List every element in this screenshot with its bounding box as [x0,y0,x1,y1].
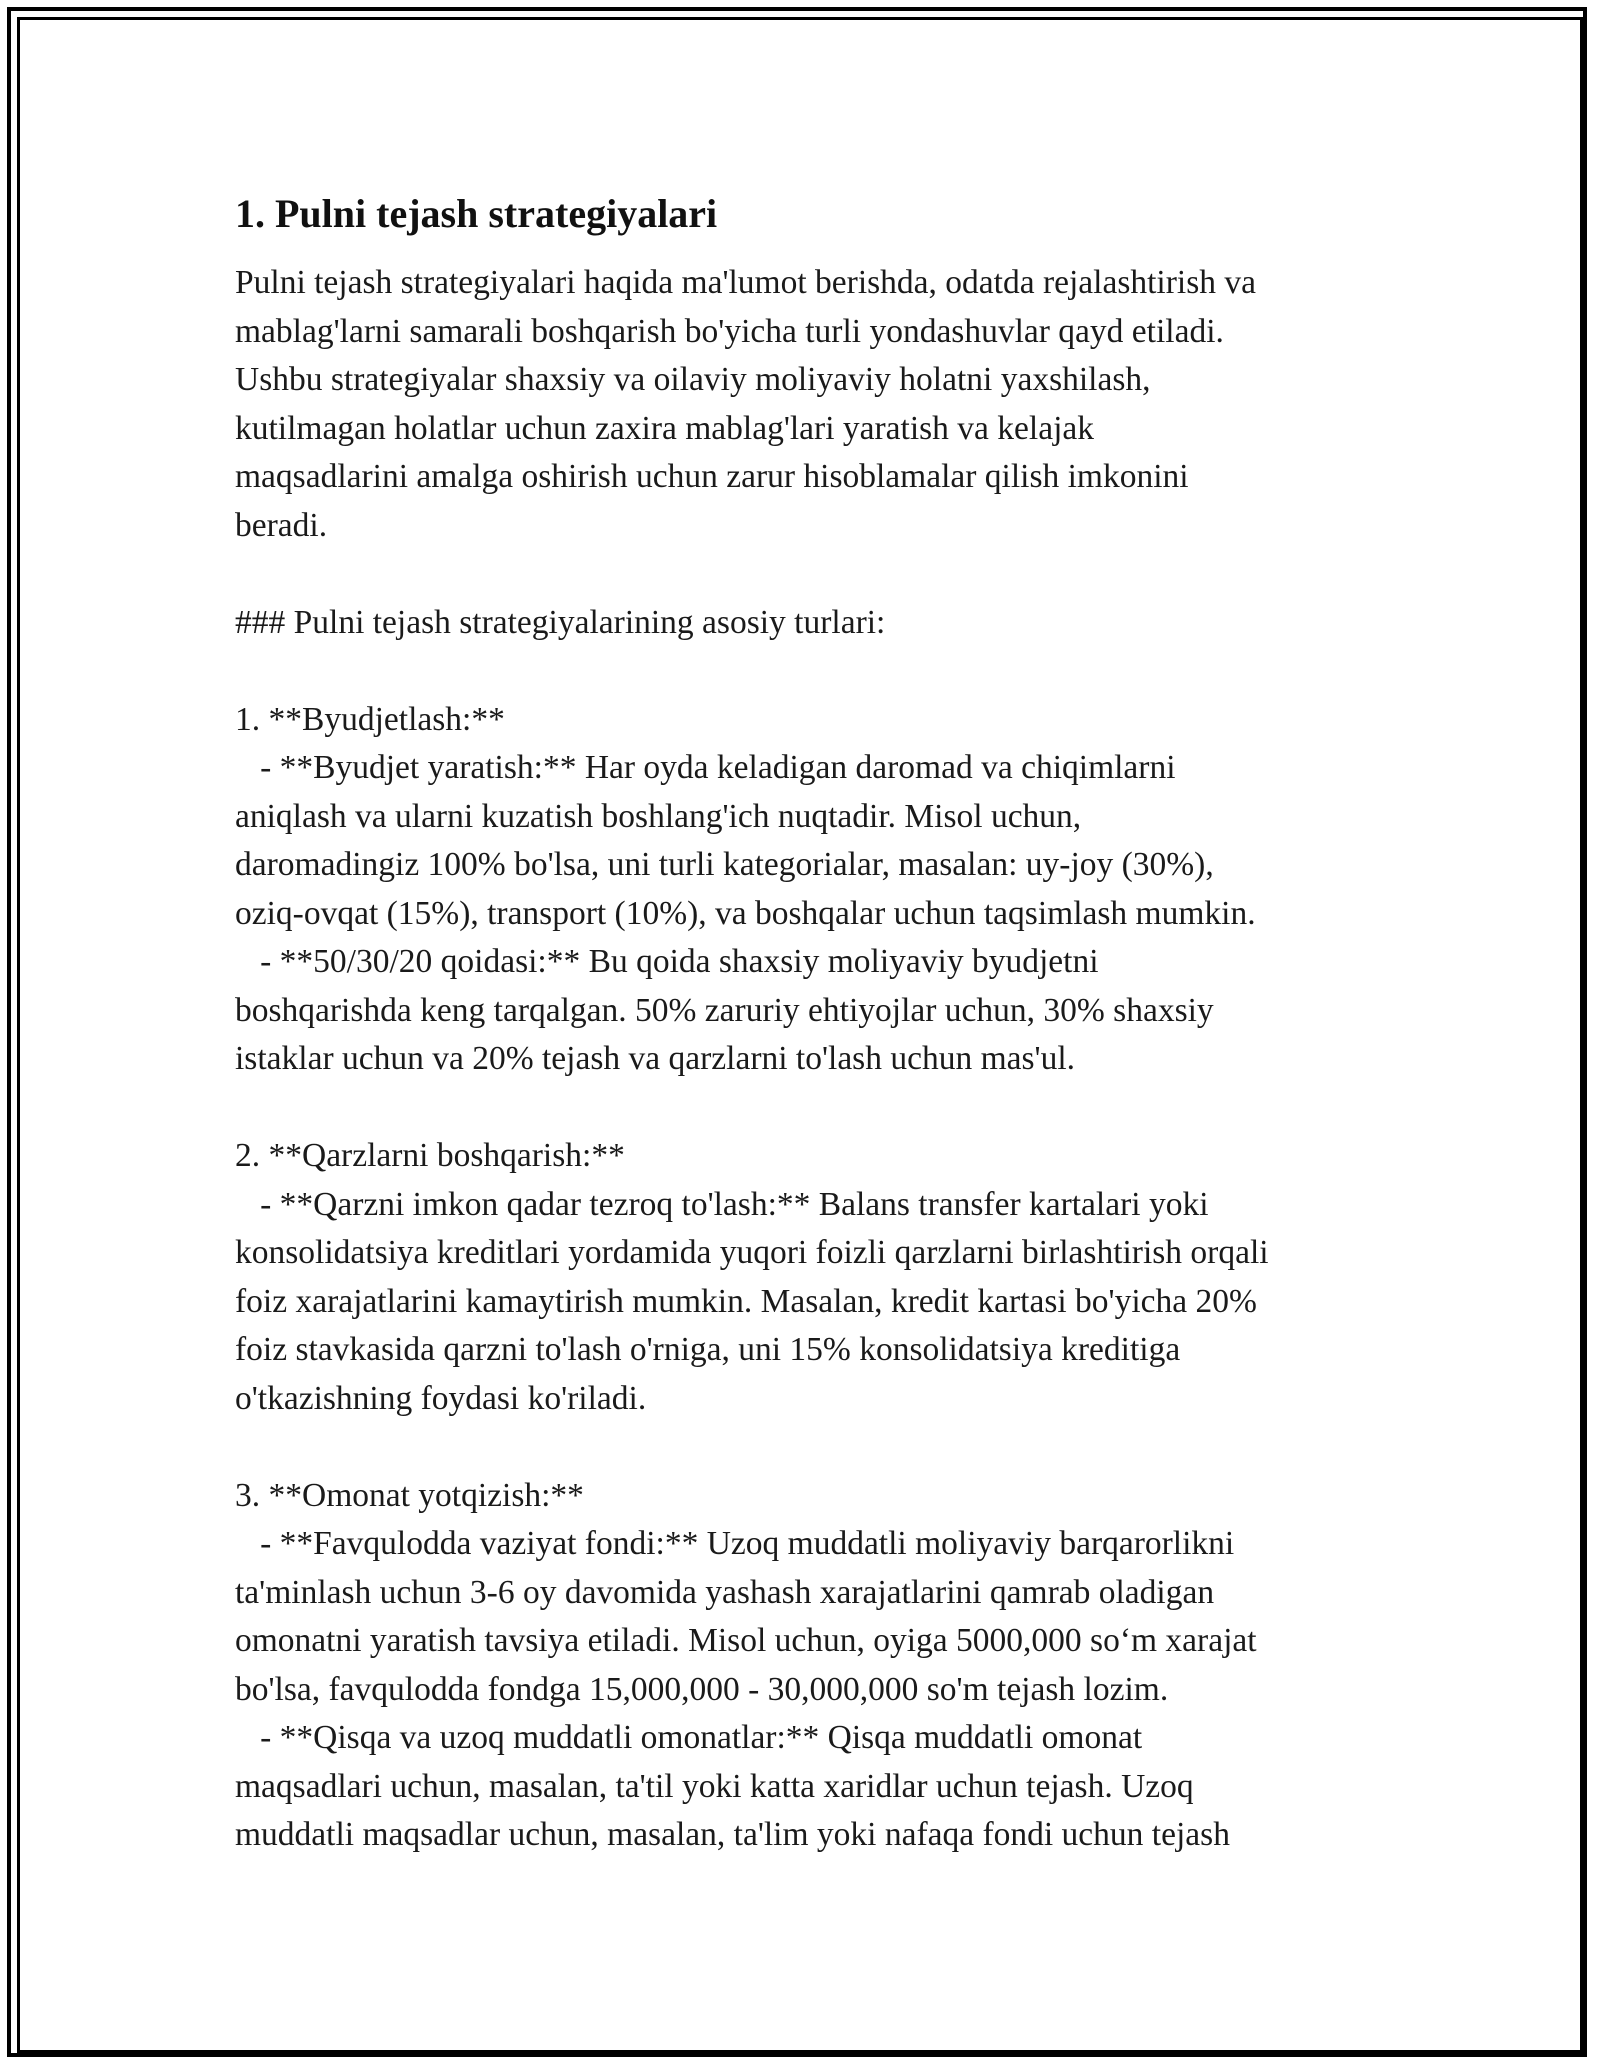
intro-paragraph: Pulni tejash strategiyalari haqida ma'lumot berishda, odatda rejalashtirish va mablag'larni samarali boshqarish bo'yicha turli yondashuvlar qayd etiladi. Ushbu strategiyalar shaxsiy va oilaviy moliyaviy holatni yaxshilash, kutilmagan holatlar uchun zaxira mablag'lari yaratish va kelajak maqsadlarini amalga oshirish uchun zarur hisoblamalar qilish imkonini beradi. [235,264,1256,544]
section-body-savings: - **Favqulodda vaziyat fondi:** Uzoq muddatli moliyaviy barqarorlikni ta'minlash uchun 3-6 oy davomida yashash xarajatlarini qamrab oladigan omonatni yaratish tavsiya etiladi. Misol uchun, oyiga 5000,000 so‘m xarajat bo'lsa, favqulodda fondga 15,000,000 - 30,000,000 so'm tejash lozim. - **Qisqa va uzoq muddatli omonatlar:** Qisqa muddatli omonat maqsadlari uchun, masalan, ta'til yoki katta xaridlar uchun tejash. Uzoq muddatli maqsadlar uchun, masalan, ta'lim yoki nafaqa fondi uchun tejash [235,1525,1257,1853]
section-body-debt: - **Qarzni imkon qadar tezroq to'lash:** Balans transfer kartalari yoki konsolidatsiya kreditlari yordamida yuqori foizli qarzlarni birlashtirish orqali foiz xarajatlarini kamaytirish mumkin. Masalan, kredit kartasi bo'yicha 20% foiz stavkasida qarzni to'lash o'rniga, uni 15% konsolidatsiya kreditiga o'tkazishning foydasi ko'riladi. [235,1185,1269,1417]
document-body [235,185,1385,1860]
spacer [235,647,1385,696]
section-body-budgeting: - **Byudjet yaratish:** Har oyda keladigan daromad va chiqimlarni aniqlash va ularni kuzatish boshlang'ich nuqtadir. Misol uchun, daromadingiz 100% bo'lsa, uni turli kategorialar, masalan: uy-joy (30%), oziq-ovqat (15%), transport (10%), va boshqalar uchun taqsimlash mumkin. - **50/30/20 qoidasi:** Bu qoida shaxsiy moliyaviy byudjetni boshqarishda keng tarqalgan. 50% zaruriy ehtiyojlar uchun, 30% shaxsiy istaklar uchun va 20% tejash va qarzlarni to'lash uchun mas'ul. [235,749,1256,1077]
spacer [235,1423,1385,1472]
section-heading-debt: 2. **Qarzlarni boshqarish:** [235,1137,625,1174]
spacer [235,1084,1385,1133]
section-heading-budgeting: 1. **Byudjetlash:** [235,700,505,738]
section-heading-savings: 3. **Omonat yotqizish:** [235,1476,584,1514]
subheading: ### Pulni tejash strategiyalarining asosiy turlari: [235,603,886,641]
document-title: 1. Pulni tejash strategiyalari [235,191,718,236]
spacer [235,550,1385,599]
